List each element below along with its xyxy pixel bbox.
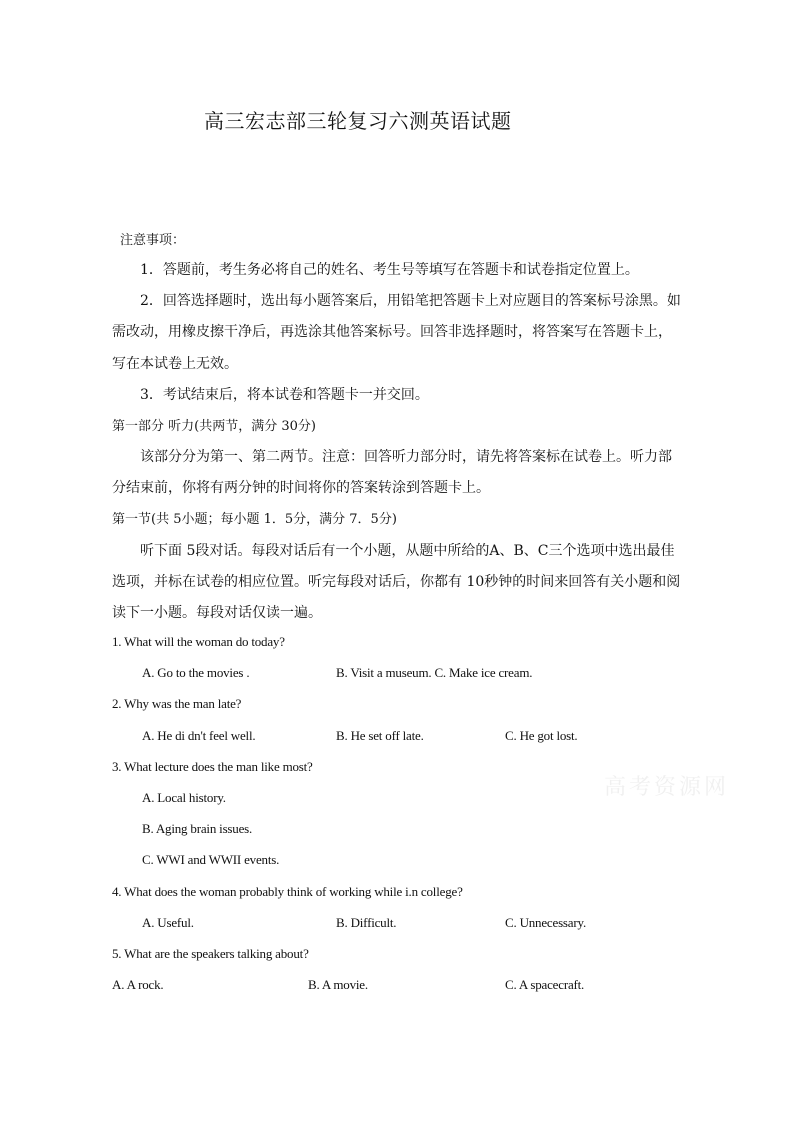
question-2-option-a: A. He di dn't feel well. [142,728,256,743]
question-3-option-c: C. WWI and WWII events. [142,852,280,867]
notice-item-2-end: 写在本试卷上无效。 [112,356,238,372]
question-5: 5. What are the speakers talking about? [112,946,309,961]
question-2: 2. Why was the man late? [112,696,242,711]
question-4-option-b: B. Difficult. [336,915,397,930]
question-3-option-b: B. Aging brain issues. [142,821,253,836]
question-5-option-b: B. A movie. [308,977,368,992]
question-2-option-b: B. He set off late. [336,728,424,743]
question-4-option-c: C. Unnecessary. [505,915,586,930]
notice-heading: 注意事项： [120,233,186,248]
watermark: 高考资源网 [604,775,730,800]
question-1-option-bc: B. Visit a museum. C. Make ice cream. [336,665,533,680]
question-1-option-a: A. Go to the movies . [142,665,250,680]
notice-item-3: 3．考试结束后，将本试卷和答题卡一并交回。 [140,387,429,403]
part1-heading: 第一部分 听力(共两节，满分 30分) [112,419,316,434]
question-3-option-a: A. Local history. [142,790,226,805]
section1-intro-line2: 选项，并标在试卷的相应位置。听完每段对话后，你都有 10秒钟的时间来回答有关小题和阅 [112,574,681,590]
notice-item-2-cont: 需改动，用橡皮擦干净后，再选涂其他答案标号。回答非选择题时，将答案写在答题卡上， [112,324,672,340]
section1-intro-line1: 听下面 5段对话。每段对话后有一个小题，从题中所给的A、B、C三个选项中选出最佳 [140,543,675,559]
notice-item-2: 2．回答选择题时，选出每小题答案后，用铅笔把答题卡上对应题目的答案标号涂黑。如 [140,293,681,309]
notice-item-1: 1．答题前，考生务必将自己的姓名、考生号等填写在答题卡和试卷指定位置上。 [140,262,639,278]
question-5-option-c: C. A spacecraft. [505,977,585,992]
part1-intro-line2: 分结束前，你将有两分钟的时间将你的答案转涂到答题卡上。 [112,480,490,496]
question-4: 4. What does the woman probably think of working while i.n college? [112,884,463,899]
question-5-option-a: A. A rock. [112,977,164,992]
section1-heading: 第一节(共 5小题；每小题 1．5分，满分 7．5分) [112,512,397,527]
question-4-option-a: A. Useful. [142,915,194,930]
section1-intro-line3: 读下一小题。每段对话仅读一遍。 [112,605,322,621]
question-1: 1. What will the woman do today? [112,634,285,649]
question-3: 3. What lecture does the man like most? [112,759,313,774]
part1-intro-line1: 该部分分为第一、第二两节。注意：回答听力部分时，请先将答案标在试卷上。听力部 [140,449,672,465]
question-2-option-c: C. He got lost. [505,728,578,743]
page-title: 高三宏志部三轮复习六测英语试题 [204,109,512,133]
